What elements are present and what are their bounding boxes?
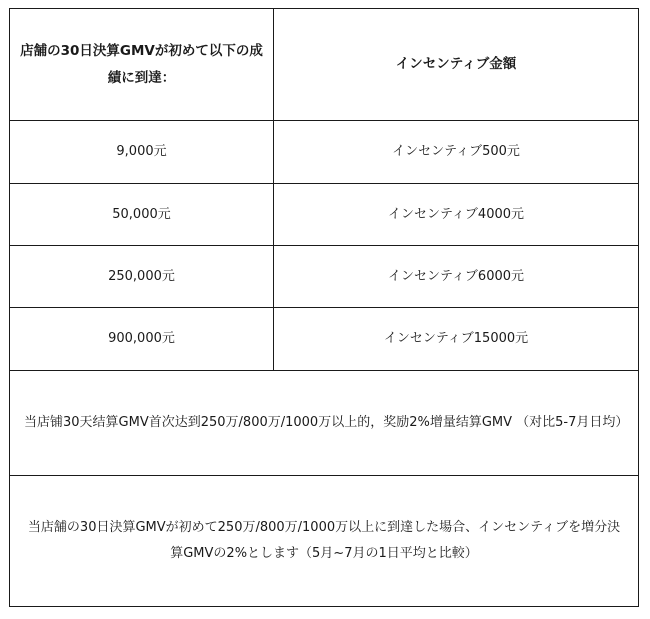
incentive-table xyxy=(9,8,639,607)
note-japanese: 当店舗の30日決算GMVが初めて250万/800万/1000万以上に到達した場合、インセンティブを増分決算GMVの2%とします（5月~7月の1日平均と比較） xyxy=(27,520,621,561)
threshold-cell: 9,000元 xyxy=(116,144,167,159)
threshold-cell: 250,000元 xyxy=(108,268,175,284)
threshold-cell: 50,000元 xyxy=(112,206,171,222)
incentive-cell: インセンティブ500元 xyxy=(392,144,520,159)
threshold-cell: 900,000元 xyxy=(108,331,175,346)
incentive-cell: インセンティブ15000元 xyxy=(383,331,529,346)
incentive-cell: インセンティブ6000元 xyxy=(387,268,525,284)
header-threshold: 店舗の30日決算GMVが初めて以下の成績に到達： xyxy=(20,42,263,86)
header-incentive: インセンティブ金額 xyxy=(395,56,517,72)
note-chinese: 当店铺30天结算GMV首次达到250万/800万/1000万以上的，奖励2%增量结算GMV （对比5-7月日均） xyxy=(24,415,629,430)
incentive-cell: インセンティブ4000元 xyxy=(387,206,525,222)
